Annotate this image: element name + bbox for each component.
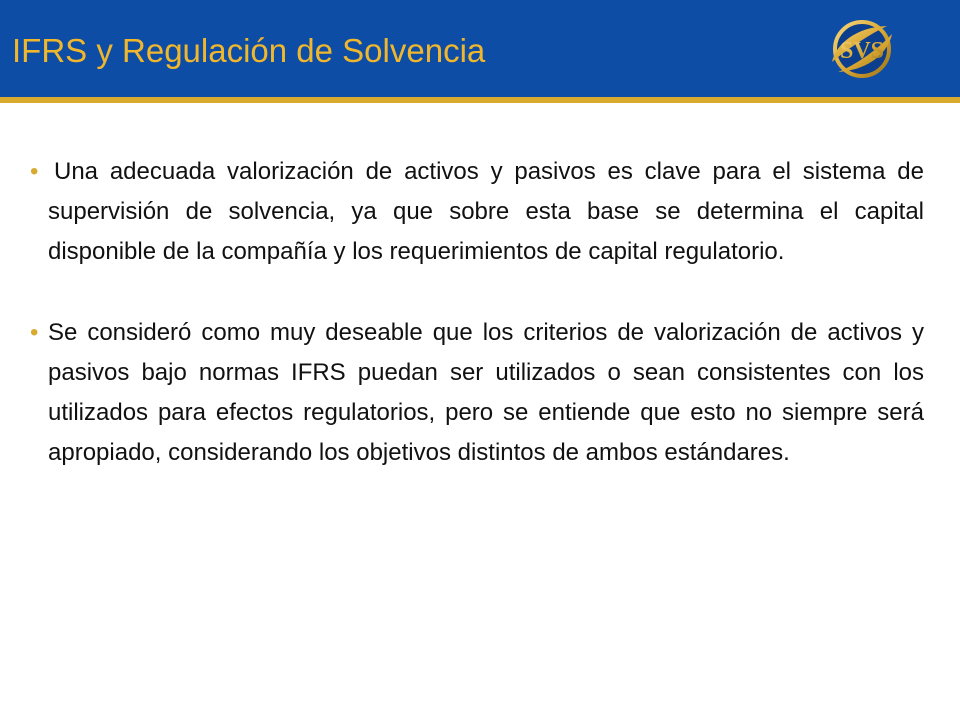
- logo-text: SVS: [839, 38, 885, 64]
- bullet-icon: •: [30, 319, 39, 346]
- bullet-item: [30, 152, 924, 272]
- bullet-text: Se consideró como muy deseable que los criterios de valorización de activos y pasivos bajo normas IFRS puedan ser utilizados o sean consistentes con los utilizados para efectos regulatorios, pero se entiende que esto no siempre será apropiado, considerando los objetivos distintos de ambos estándares.: [48, 319, 924, 466]
- slide-title: IFRS y Regulación de Solvencia: [12, 32, 486, 69]
- svs-logo: [824, 14, 900, 84]
- header-gold-rule: [0, 97, 960, 103]
- slide-body: [30, 152, 924, 514]
- bullet-text: Una adecuada valorización de activos y pasivos es clave para el sistema de supervisión de solvencia, ya que sobre esta base se determina el capital disponible de la compañía y los requerimientos de capital regulatorio.: [48, 158, 924, 265]
- bullet-item: [30, 313, 924, 473]
- bullet-icon: •: [30, 158, 39, 185]
